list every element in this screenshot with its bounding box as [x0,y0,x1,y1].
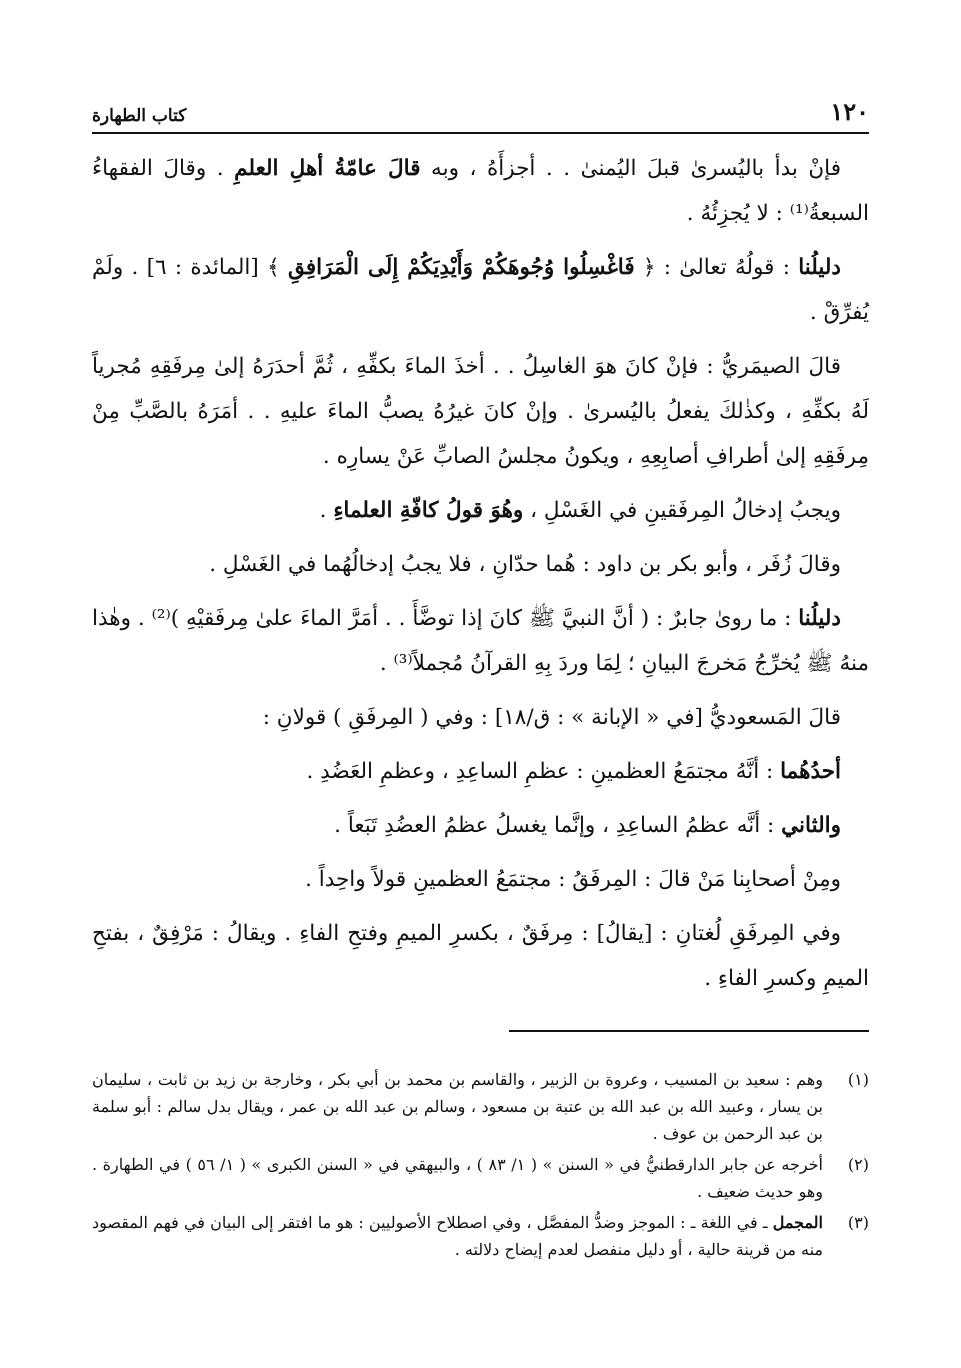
text-run: ـ في اللغة ـ : الموجز وضدُّ المفصَّل ، وفي اصطلاح الأصوليين : هو ما افتقر إلى البيان في فهم المقصود منه من قرينة حالية ، أو دليل منفصل لعدم إيضاح دلالته . [92,1213,823,1259]
paragraph-p6 [92,596,869,686]
footnote-number: (٢) [847,1155,869,1174]
text-run: قالَ المَسعوديُّ [في « الإبانة » : ق/١٨] : وفي ( المِرفَقِ ) قولانِ : [262,705,841,730]
footnote-divider [509,1030,869,1032]
text-run: . [319,498,334,523]
text-run: : ما روىٰ جابرٌ : ( أنَّ النبيَّ ﷺ كانَ إذا توضَّأَ . . أمَرَّ الماءَ علىٰ مِرفَقيْهِ )⁽²⁾ . وهٰذا منهُ ﷺ يُخرِّجُ مَخرجَ البيانِ ؛ لِمَا وردَ بِهِ القرآنُ مُجملاً⁽³⁾ . [92,606,869,676]
bold-phrase: وهُوَ قولُ كافّةِ العلماءِ [333,498,524,523]
footnote-text [92,1209,823,1263]
paragraph-p10 [92,857,869,902]
bold-phrase: فَاغْسِلُوا وُجُوهَكُمْ وَأَيْدِيَكُمْ إِلَى الْمَرَافِقِ [287,255,635,280]
footnote-number: (١) [847,1070,869,1089]
text-run: . وقالَ الفقهاءُ السبعةُ⁽¹⁾ : لا يُجزِئُهُ . [92,156,869,226]
text-run: أخرجه عن جابر الدارقطنيُّ في « السنن » ( ١/ ٨٣ ) ، والبيهقي في « السنن الكبرى » ( ١/ ٥٦ ) في الطهارة . وهو حديث ضعيف . [92,1155,824,1201]
paragraph-p11 [92,911,869,1001]
text-run: وقالَ زُفَر ، وأبو بكر بن داود : هُما حدّانِ ، فلا يجبُ إدخالُهُما في الغَسْلِ . [209,552,841,577]
main-text [92,146,869,1010]
text-run: فإنْ بدأ باليُسرىٰ قبلَ اليُمنىٰ . . أجزأَهُ ، وبه [420,156,841,181]
footnote-fn1 [92,1066,869,1147]
bold-phrase: والثاني [781,813,841,838]
footnote-text [92,1151,823,1205]
text-run: ومِنْ أصحابِنا مَنْ قالَ : المِرفَقُ : مجتمَعُ العظمينِ قولاً واحِداً . [305,867,841,892]
paragraph-p7 [92,695,869,740]
bold-phrase: أحدُهُما [780,759,841,784]
paragraph-p1 [92,146,869,236]
text-run: قالَ الصيمَريُّ : فإنْ كانَ هوَ الغاسِلُ . . أخذَ الماءَ بكفِّهِ ، ثُمَّ أحدَرَهُ إلىٰ مِرفَقِهِ مُجرياً لَهُ بكفِّهِ ، وكذٰلكَ يفعلُ باليُسرىٰ . وإنْ كانَ غيرُهُ يصبُّ الماءَ عليهِ . . أمَرَهُ بالصَّبِّ مِنْ مِرفَقِهِ إلىٰ أطرافِ أصابِعِهِ ، ويكونُ مجلسُ الصابِّ عَنْ يسارِه . [92,354,869,469]
page-number: ١٢٠ [830,97,869,126]
running-title: كتاب الطهارة [92,106,187,126]
footnote-text [92,1066,823,1147]
bold-term: المجمل [772,1213,823,1232]
footnote-number: (٣) [847,1213,869,1232]
footnote-fn3 [92,1209,869,1263]
text-run: : أنَّهُ مجتمَعُ العظمينِ : عظمِ الساعِدِ ، وعظمِ العَضُدِ . [306,759,781,784]
paragraph-p3 [92,344,869,479]
text-run: : قولُهُ تعالىٰ : ﴿ [634,255,799,280]
page-header [92,92,869,134]
bold-phrase: دليلُنا [798,606,841,631]
paragraph-p9 [92,803,869,848]
text-run: : أنَّه عظمُ الساعِدِ ، وإنَّما يغسلُ عظمُ العضُدِ تَبَعاً . [334,813,782,838]
bold-phrase: دليلُنا [798,255,841,280]
paragraph-p4 [92,488,869,533]
footnotes-section [92,1066,869,1267]
footnote-fn2 [92,1151,869,1205]
paragraph-p8 [92,749,869,794]
text-run: ﴾ [المائدة : ٦] . ولَمْ يُفرِّقْ . [92,255,869,325]
text-run: وفي المِرفَقِ لُغتانِ : [يقالُ] : مِرفَقٌ ، بكسرِ الميمِ وفتحِ الفاءِ . ويقالُ : مَرْفِقٌ ، بفتحِ الميمِ وكسرِ الفاءِ . [92,921,869,991]
text-run: ويجبُ إدخالُ المِرفَقينِ في الغَسْلِ ، [523,498,841,523]
bold-phrase: قالَ عامّةُ أهلِ العلمِ [234,156,421,181]
paragraph-p5 [92,542,869,587]
paragraph-p2 [92,245,869,335]
text-run: وهم : سعيد بن المسيب ، وعروة بن الزبير ، والقاسم بن محمد بن أبي بكر ، وخارجة بن زيد بن ثابت ، سليمان بن يسار ، وعبيد الله بن عبد الله بن عتبة بن مسعود ، وسالم بن عبد الله بن عمر ، ويقال بدل سالم : أبو سلمة بن عبد الرحمن بن عوف . [92,1070,823,1143]
